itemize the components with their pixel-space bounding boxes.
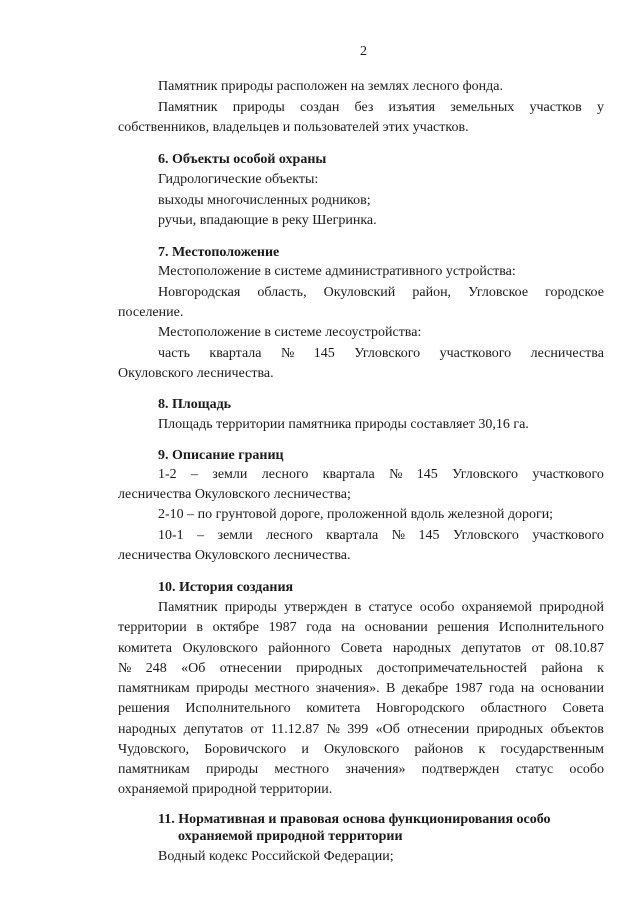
word: Новгородская (158, 285, 241, 300)
section-10-line-9 (118, 761, 604, 778)
word: изъятия (388, 100, 436, 115)
section-6-line-1: Гидрологические объекты: (158, 172, 319, 187)
word: создан (300, 100, 340, 115)
word: 1987 (454, 681, 483, 696)
section-9-line-1 (158, 466, 604, 483)
word: 08.10.87 (554, 641, 604, 656)
intro-paragraph-2-line-1 (158, 99, 604, 116)
word: 1-2 (158, 467, 177, 482)
section-10-line-7 (118, 721, 604, 738)
word: значения» (345, 762, 406, 777)
word: подтвержден (421, 762, 500, 777)
word: особо (419, 600, 455, 615)
section-10-line-10: охраняемой природной территории. (118, 782, 333, 797)
word: В (385, 681, 396, 696)
word: Угловского (452, 467, 518, 482)
section-7-line-6: Окуловского лесничества. (118, 366, 274, 381)
word: № (118, 661, 132, 676)
word: участкового (439, 346, 512, 361)
word: природы (232, 100, 285, 115)
word: утвержден (284, 600, 348, 615)
word: отнесении (407, 722, 470, 737)
section-10-heading: 10. История создания (158, 580, 294, 595)
section-10-line-8 (118, 741, 604, 758)
word: от (250, 722, 264, 737)
section-7-line-2 (158, 284, 604, 301)
word: к (478, 742, 486, 757)
word: местного (274, 762, 329, 777)
word: лесного (261, 467, 309, 482)
word: № (391, 528, 406, 543)
word: декабре (401, 681, 449, 696)
word: – (197, 528, 205, 543)
word: район, (412, 285, 452, 300)
word: Окуловского (182, 641, 258, 656)
section-7-line-4: Местоположение в системе лесоустройства: (158, 325, 422, 340)
word: без (354, 100, 374, 115)
word: народных (118, 722, 177, 737)
word: участков (529, 100, 582, 115)
word: решения (118, 701, 170, 716)
word: охраняемой (461, 600, 533, 615)
intro-paragraph-1: Памятник природы расположен на землях лесного фонда. (158, 79, 503, 94)
section-8-line-1: Площадь территории памятника природы составляет 30,16 га. (158, 417, 529, 432)
word: объектов (550, 722, 604, 737)
word: депутатов (461, 641, 522, 656)
word: Совета (340, 641, 383, 656)
word: Окуловский (323, 285, 396, 300)
section-10-line-5 (118, 680, 604, 697)
word: территории (118, 620, 187, 635)
section-11-line-1: Водный кодекс Российской Федерации; (158, 849, 394, 864)
word: основании (364, 620, 428, 635)
section-7-heading: 7. Местоположение (158, 245, 280, 260)
word: «Об (375, 722, 400, 737)
word: депутатов (183, 722, 244, 737)
word: – (190, 467, 198, 482)
word: района (541, 661, 583, 676)
word: года (306, 620, 332, 635)
section-7-line-1: Местоположение в системе административного устройства: (158, 264, 516, 279)
word: особо (569, 762, 604, 777)
word: лесного (266, 528, 313, 543)
word: земли (212, 467, 248, 482)
word: октябре (212, 620, 259, 635)
word: Боровичского (204, 742, 287, 757)
word: Окуловского (323, 742, 400, 757)
word: область, (257, 285, 307, 300)
word: квартала (209, 346, 262, 361)
word: «Об (181, 661, 206, 676)
word: достопримечательностей (377, 661, 527, 676)
word: памятникам (118, 681, 190, 696)
word: 11.12.87 (270, 722, 320, 737)
word: природы (224, 600, 277, 615)
word: Совета (562, 701, 604, 716)
section-10-line-2 (118, 619, 604, 636)
section-9-heading: 9. Описание границ (158, 448, 284, 463)
word: Угловского (452, 528, 519, 543)
word: Памятник (158, 600, 218, 615)
section-7-line-3: поселение. (118, 305, 184, 320)
word: памятникам (118, 762, 190, 777)
section-10-line-1 (158, 599, 604, 616)
word: в (196, 620, 204, 635)
word: 399 (347, 722, 369, 737)
word: природной (539, 600, 604, 615)
word: районного (268, 641, 331, 656)
section-11-heading-line-1: 11. Нормативная и правовая основа функционирования особо (158, 812, 551, 827)
page-number: 2 (360, 44, 367, 59)
word: решения (437, 620, 490, 635)
word: природы (206, 762, 259, 777)
word: № (389, 467, 403, 482)
word: земельных (450, 100, 515, 115)
word: комитета (306, 701, 361, 716)
section-9-line-3: 2-10 – по грунтовой дороге, проложенной вдоль железной дороги; (158, 507, 554, 522)
word: на (520, 681, 535, 696)
word: в (354, 600, 362, 615)
word: областного (480, 701, 547, 716)
word: Чудовского, (118, 742, 190, 757)
word: № (326, 722, 340, 737)
section-9-line-4 (158, 527, 604, 544)
section-10-line-4 (118, 660, 604, 677)
word: года (488, 681, 515, 696)
word: районов (414, 742, 464, 757)
word: на (341, 620, 355, 635)
word: народных (392, 641, 452, 656)
word: комитета (118, 641, 173, 656)
word: природных (296, 661, 363, 676)
word: 248 (145, 661, 167, 676)
word: 145 (418, 528, 440, 543)
word: квартала (326, 528, 379, 543)
word: лесничества (530, 346, 604, 361)
word: природы (196, 681, 249, 696)
word: у (596, 100, 604, 115)
word: 1987 (268, 620, 297, 635)
word: 145 (416, 467, 438, 482)
word: 10-1 (158, 528, 184, 543)
section-6-line-3: ручьи, впадающие в реку Шегринка. (158, 213, 377, 228)
word: Памятник (158, 100, 218, 115)
word: Исполнительного (498, 620, 604, 635)
intro-paragraph-2-line-2: собственников, владельцев и пользователей этих участков. (118, 120, 469, 135)
word: № (280, 346, 295, 361)
section-6-line-2: выходы многочисленных родников; (158, 193, 371, 208)
word: отнесении (219, 661, 282, 676)
word: квартала (322, 467, 375, 482)
section-6-heading: 6. Объекты особой охраны (158, 152, 327, 167)
word: местного (254, 681, 310, 696)
word: основании (540, 681, 604, 696)
word: статусе (368, 600, 413, 615)
word: Новгородского (376, 701, 465, 716)
word: и (301, 742, 309, 757)
word: Исполнительного (185, 701, 291, 716)
word: к (597, 661, 604, 676)
word: от (531, 641, 545, 656)
section-7-line-5 (158, 345, 604, 362)
section-9-line-2: лесничества Окуловского лесничества; (118, 487, 351, 502)
word: значения». (315, 681, 380, 696)
word: Угловское (468, 285, 529, 300)
word: земли (217, 528, 253, 543)
word: Угловского (354, 346, 421, 361)
word: статус (515, 762, 554, 777)
section-10-line-6 (118, 700, 604, 717)
word: участкового (532, 528, 604, 543)
word: часть (158, 346, 190, 361)
word: участкового (532, 467, 604, 482)
word: 145 (313, 346, 335, 361)
word: городское (545, 285, 604, 300)
word: государственным (500, 742, 604, 757)
section-10-line-3 (118, 640, 604, 657)
word: природных (476, 722, 544, 737)
section-8-heading: 8. Площадь (158, 397, 232, 412)
section-11-heading-line-2: охраняемой природной территории (178, 829, 403, 844)
section-9-line-5: лесничества Окуловского лесничества. (118, 548, 351, 563)
